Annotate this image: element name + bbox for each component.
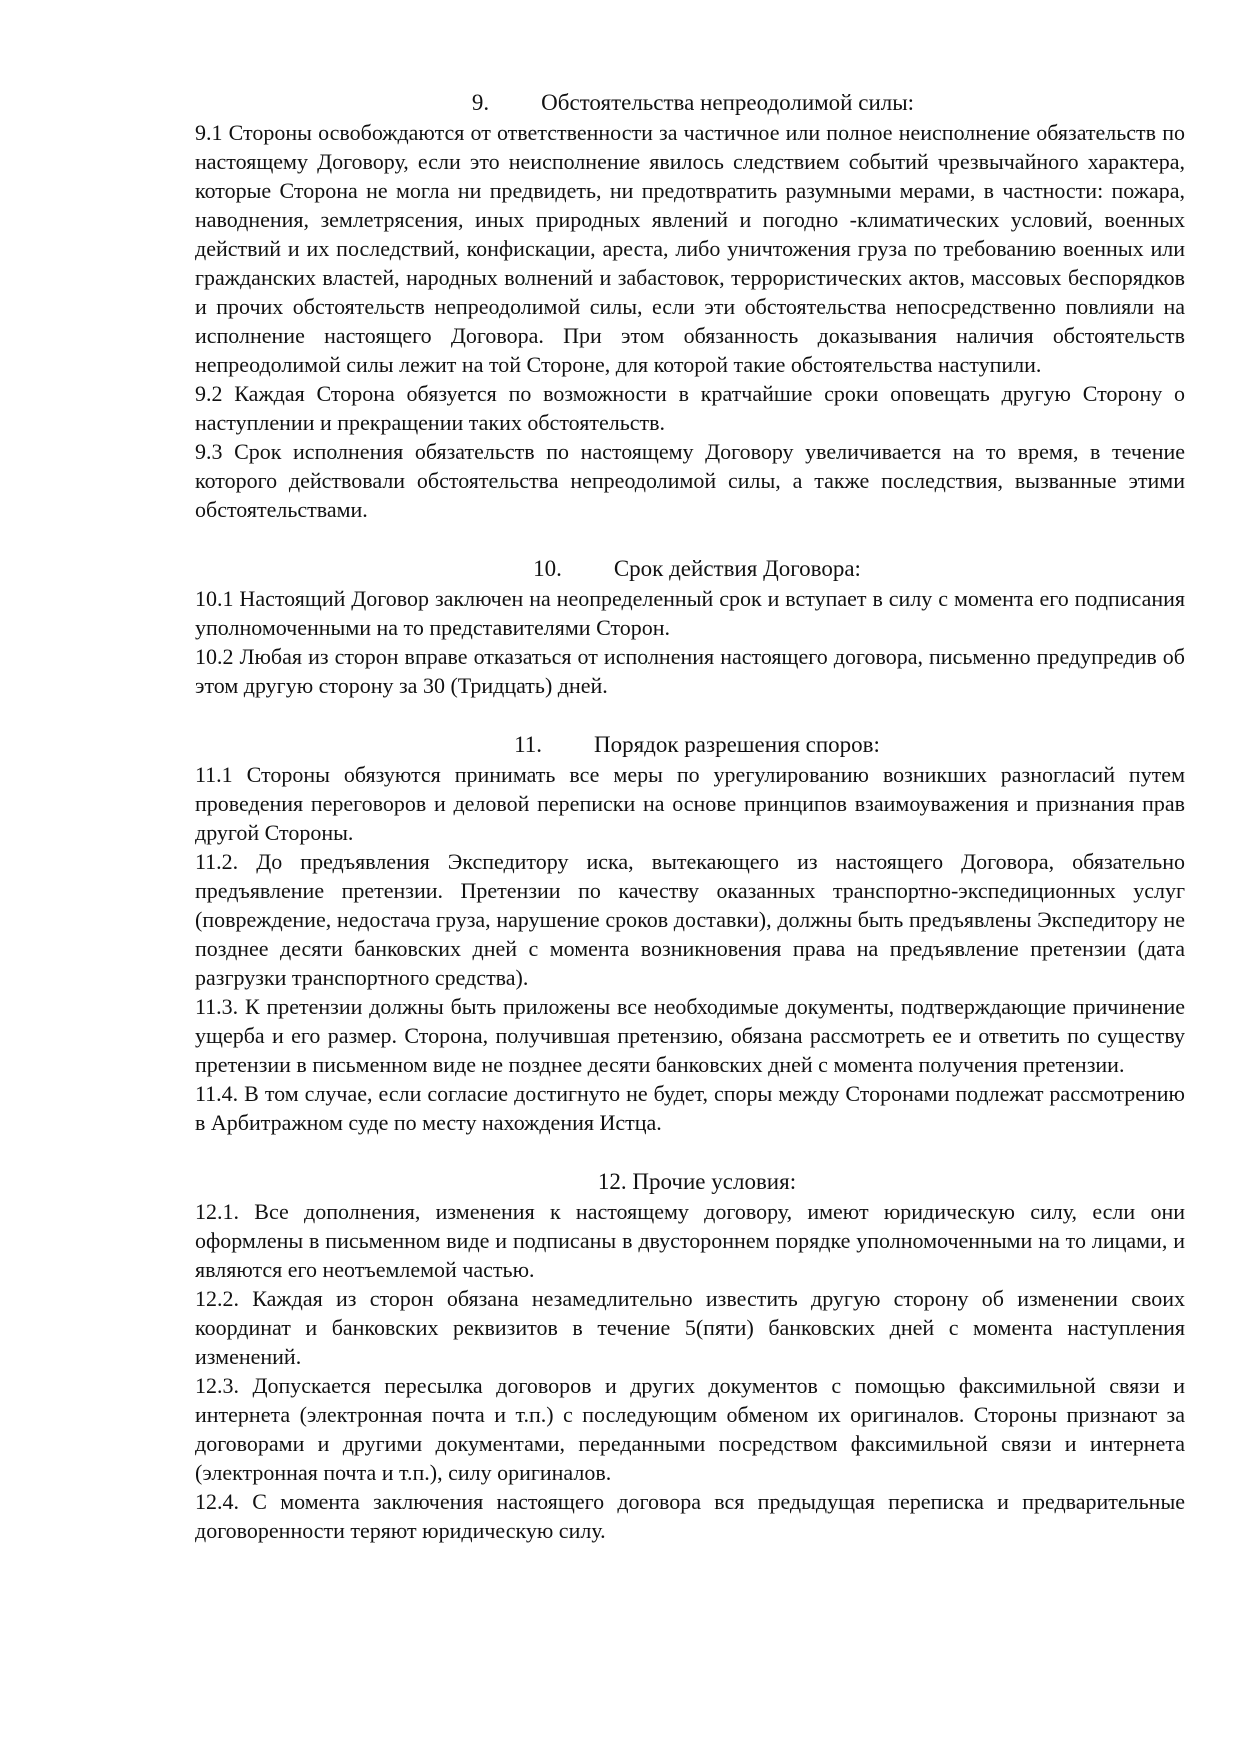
clause-9-3: 9.3 Срок исполнения обязательств по настоящему Договору увеличивается на то время, в течение которого действовали обстоятельства непреодолимой силы, а также последствия, вызванные этими обстоятельствами. [195, 439, 1185, 522]
document-body [195, 88, 1185, 1575]
clause-10-2: 10.2 Любая из сторон вправе отказаться от исполнения настоящего договора, письменно предупредив об этом другую сторону за 30 (Тридцать) дней. [195, 644, 1185, 698]
clause-10-1: 10.1 Настоящий Договор заключен на неопределенный срок и вступает в силу с момента его подписания уполномоченными на то представителями Сторон. [195, 586, 1185, 640]
section-11 [195, 730, 1185, 1137]
section-title: Срок действия Договора: [613, 556, 861, 581]
clause-12-4: 12.4. С момента заключения настоящего договора вся предыдущая переписка и предварительные договоренности теряют юридическую силу. [195, 1489, 1185, 1543]
section-heading [195, 554, 1185, 583]
section-heading [195, 88, 1185, 117]
clause-9-2: 9.2 Каждая Сторона обязуется по возможности в кратчайшие сроки оповещать другую Сторону о наступлении и прекращении таких обстоятельств. [195, 381, 1185, 435]
clause-12-2: 12.2. Каждая из сторон обязана незамедлительно известить другую сторону об изменении своих координат и банковских реквизитов в течение 5(пяти) банковских дней с момента наступления изменений. [195, 1286, 1185, 1369]
clause-12-1: 12.1. Все дополнения, изменения к настоящему договору, имеют юридическую силу, если они оформлены в письменном виде и подписаны в двустороннем порядке уполномоченными на то лицами, и являются его неотъемлемой частью. [195, 1199, 1185, 1282]
section-title: Обстоятельства непреодолимой силы: [541, 90, 915, 115]
section-9 [195, 88, 1185, 524]
section-number: 10. [533, 556, 562, 581]
clause-11-3: 11.3. К претензии должны быть приложены все необходимые документы, подтверждающие причинение ущерба и его размер. Сторона, получившая претензию, обязана рассмотреть ее и ответить по существу претензии в письменном виде не позднее десяти банковских дней с момента получения претензии. [195, 994, 1185, 1077]
section-12 [195, 1167, 1185, 1545]
section-heading [195, 730, 1185, 759]
section-number: 9. [471, 90, 490, 115]
section-10 [195, 554, 1185, 700]
clause-11-2: 11.2. До предъявления Экспедитору иска, вытекающего из настоящего Договора, обязательно предъявление претензии. Претензии по качеству оказанных транспортно-экспедиционных услуг (повреждение, недостача груза, нарушение сроков доставки), должны быть предъявлены Экспедитору не позднее десяти банковских дней с момента возникновения права на предъявление претензии (дата разгрузки транспортного средства). [195, 849, 1185, 990]
section-title: Порядок разрешения споров: [593, 732, 880, 757]
section-title: 12. Прочие условия: [597, 1169, 797, 1194]
section-heading [195, 1167, 1185, 1196]
clause-9-1: 9.1 Стороны освобождаются от ответственности за частичное или полное неисполнение обязательств по настоящему Договору, если это неисполнение явилось следствием событий чрезвычайного характера, которые Сторона не могла ни предвидеть, ни предотвратить разумными мерами, в частности: пожара, наводнения, землетрясения, иных природных явлений и погодно -климатических условий, военных действий и их последствий, конфискации, ареста, либо уничтожения груза по требованию военных или гражданских властей, народных волнений и забастовок, террористических актов, массовых беспорядков и прочих обстоятельств непреодолимой силы, если эти обстоятельства непосредственно повлияли на исполнение настоящего Договора. При этом обязанность доказывания наличия обстоятельств непреодолимой силы лежит на той Стороне, для которой такие обстоятельства наступили. [195, 120, 1185, 377]
clause-11-1: 11.1 Стороны обязуются принимать все меры по урегулированию возникших разногласий путем проведения переговоров и деловой переписки на основе принципов взаимоуважения и признания прав другой Стороны. [195, 762, 1185, 845]
clause-11-4: 11.4. В том случае, если согласие достигнуто не будет, споры между Сторонами подлежат рассмотрению в Арбитражном суде по месту нахождения Истца. [195, 1081, 1185, 1135]
section-number: 11. [514, 732, 542, 757]
clause-12-3: 12.3. Допускается пересылка договоров и других документов с помощью факсимильной связи и интернета (электронная почта и т.п.) с последующим обменом их оригиналов. Стороны признают за договорами и другими документами, переданными посредством факсимильной связи и интернета (электронная почта и т.п.), силу оригиналов. [195, 1373, 1185, 1485]
